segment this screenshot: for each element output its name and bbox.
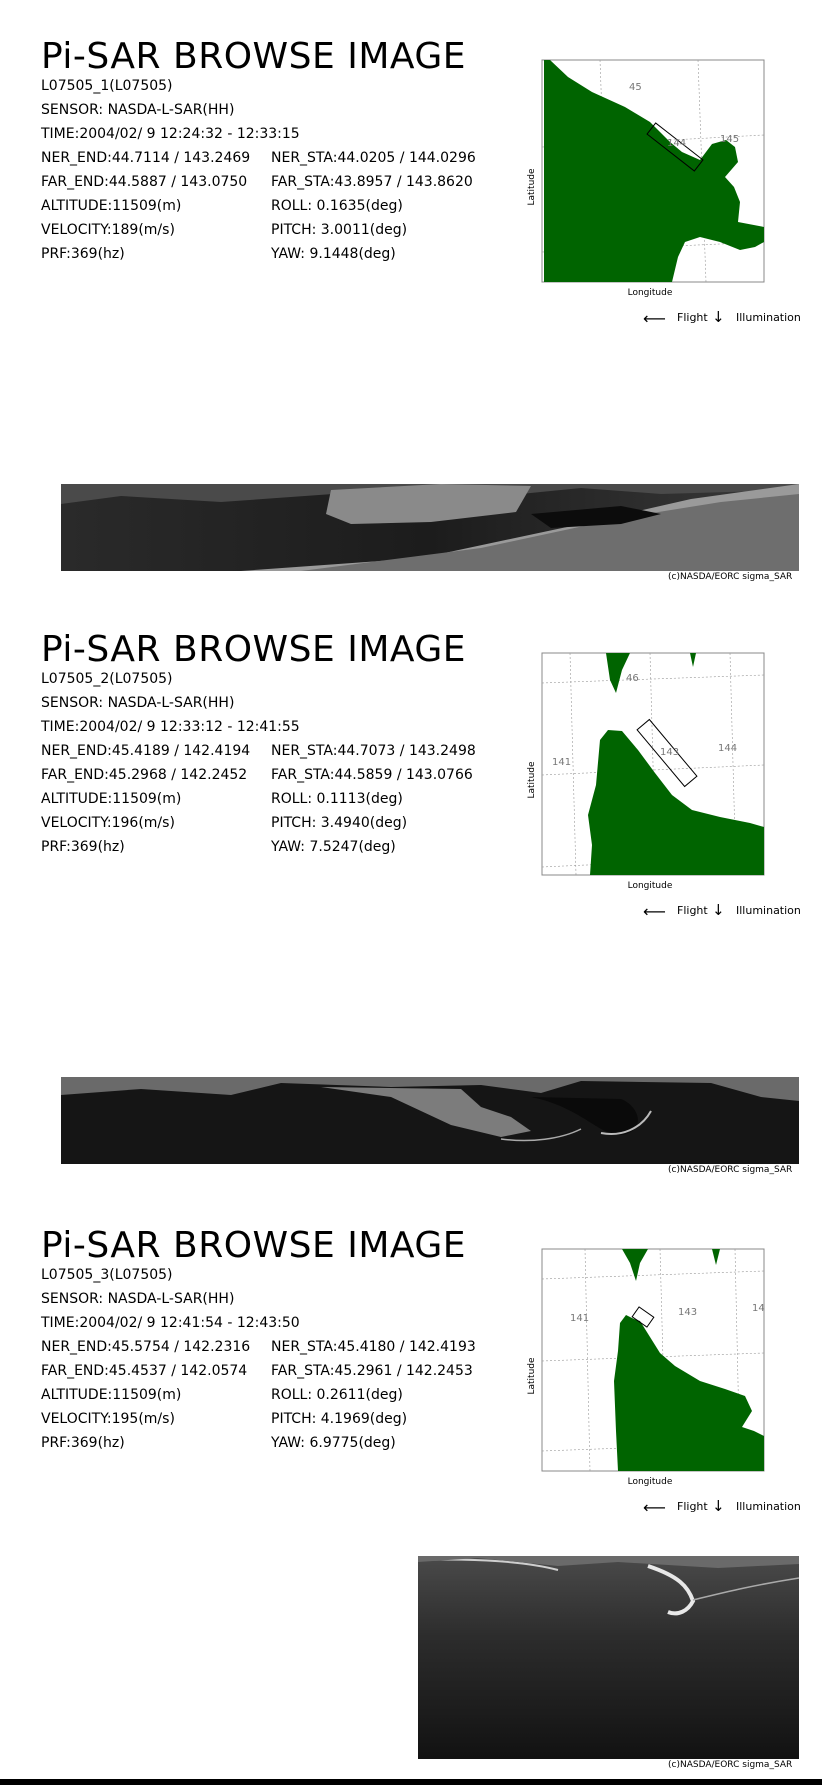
altitude-field: ALTITUDE:11509(m) [41,791,182,807]
altitude-field: ALTITUDE:11509(m) [41,1387,182,1403]
grid-label: 143 [678,1307,698,1318]
far-start-field: FAR_STA:44.5859 / 143.0766 [271,767,473,783]
illumination-label: Illumination [736,311,801,324]
illumination-arrow-icon: ↓ [712,1497,725,1515]
prf-field: PRF:369(hz) [41,839,125,855]
time-field: TIME:2004/02/ 9 12:41:54 - 12:43:50 [41,1315,300,1331]
flight-label: Flight [677,904,708,917]
prf-field: PRF:369(hz) [41,1435,125,1451]
illumination-label: Illumination [736,904,801,917]
section-title: Pi-SAR BROWSE IMAGE [41,1225,467,1266]
pitch-field: PITCH: 3.0011(deg) [271,222,408,238]
metadata-block [41,74,491,266]
page-bottom-border [0,1779,822,1785]
pitch-field: PITCH: 3.4940(deg) [271,815,408,831]
sar-image-strip [61,1077,799,1164]
scene-id: L07505_3(L07505) [41,1267,173,1283]
yaw-field: YAW: 7.5247(deg) [271,839,396,855]
altitude-field: ALTITUDE:11509(m) [41,198,182,214]
location-map [527,52,770,302]
far-end-field: FAR_END:44.5887 / 143.0750 [41,174,248,190]
yaw-field: YAW: 6.9775(deg) [271,1435,396,1451]
roll-field: ROLL: 0.1113(deg) [271,791,403,807]
grid-label: 144 [667,138,687,149]
map-xlabel: Longitude [627,881,673,891]
grid-label: 144 [718,743,738,754]
sensor-field: SENSOR: NASDA-L-SAR(HH) [41,695,235,711]
far-start-field: FAR_STA:43.8957 / 143.8620 [271,174,473,190]
time-field: TIME:2004/02/ 9 12:33:12 - 12:41:55 [41,719,300,735]
illumination-arrow-icon: ↓ [712,901,725,919]
near-end-field: NER_END:44.7114 / 143.2469 [41,150,251,166]
near-start-field: NER_STA:44.0205 / 144.0296 [271,150,476,166]
flight-arrow-icon: ⟵ [643,309,666,328]
location-map [527,1241,770,1491]
flight-label: Flight [677,1500,708,1513]
sar-image-strip [61,484,799,571]
near-end-field: NER_END:45.5754 / 142.2316 [41,1339,251,1355]
flight-arrow-icon: ⟵ [643,1498,666,1517]
grid-label: 141 [570,1313,590,1324]
illumination-label: Illumination [736,1500,801,1513]
location-map [527,645,770,895]
map-ylabel: Latitude [527,761,537,799]
near-start-field: NER_STA:45.4180 / 142.4193 [271,1339,476,1355]
copyright-credit: (c)NASDA/EORC sigma_SAR [668,1760,793,1770]
near-end-field: NER_END:45.4189 / 142.4194 [41,743,251,759]
time-field: TIME:2004/02/ 9 12:24:32 - 12:33:15 [41,126,300,142]
scene-id: L07505_1(L07505) [41,78,173,94]
velocity-field: VELOCITY:189(m/s) [41,222,175,238]
roll-field: ROLL: 0.1635(deg) [271,198,403,214]
map-ylabel: Latitude [527,1357,537,1395]
metadata-block [41,1263,491,1455]
metadata-block [41,667,491,859]
map-xlabel: Longitude [627,1477,673,1487]
yaw-field: YAW: 9.1448(deg) [271,246,396,262]
scene-id: L07505_2(L07505) [41,671,173,687]
flight-label: Flight [677,311,708,324]
flight-arrow-icon: ⟵ [643,902,666,921]
grid-label: 143 [660,747,680,758]
grid-label: 141 [552,757,572,768]
prf-field: PRF:369(hz) [41,246,125,262]
map-xlabel: Longitude [627,288,673,298]
grid-label: 46 [626,673,639,684]
sensor-field: SENSOR: NASDA-L-SAR(HH) [41,102,235,118]
roll-field: ROLL: 0.2611(deg) [271,1387,403,1403]
near-start-field: NER_STA:44.7073 / 143.2498 [271,743,476,759]
velocity-field: VELOCITY:195(m/s) [41,1411,175,1427]
illumination-arrow-icon: ↓ [712,308,725,326]
far-end-field: FAR_END:45.2968 / 142.2452 [41,767,248,783]
grid-label: 45 [629,82,642,93]
sar-image-strip [418,1556,799,1759]
far-start-field: FAR_STA:45.2961 / 142.2453 [271,1363,473,1379]
section-title: Pi-SAR BROWSE IMAGE [41,629,467,670]
velocity-field: VELOCITY:196(m/s) [41,815,175,831]
sensor-field: SENSOR: NASDA-L-SAR(HH) [41,1291,235,1307]
grid-label: 14 [752,1303,765,1314]
copyright-credit: (c)NASDA/EORC sigma_SAR [668,1165,793,1175]
section-title: Pi-SAR BROWSE IMAGE [41,36,467,77]
grid-label: 145 [720,134,740,145]
pitch-field: PITCH: 4.1969(deg) [271,1411,408,1427]
far-end-field: FAR_END:45.4537 / 142.0574 [41,1363,248,1379]
map-ylabel: Latitude [527,168,537,206]
copyright-credit: (c)NASDA/EORC sigma_SAR [668,572,793,582]
